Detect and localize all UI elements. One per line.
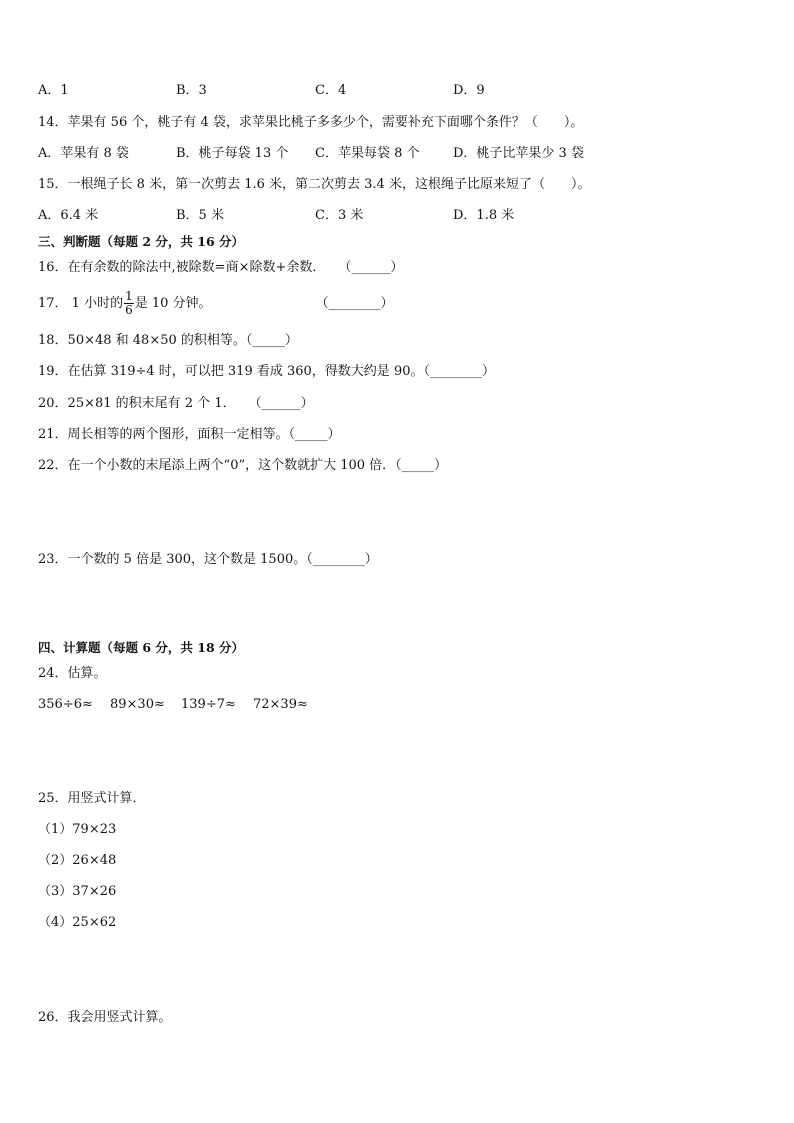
q13-option-d: D．9 xyxy=(453,83,485,98)
q17-suffix: 是 10 分钟。 （________） xyxy=(134,296,394,311)
q17 xyxy=(38,289,394,319)
q15-option-b: B．5 米 xyxy=(176,208,224,223)
q20: 20．25×81 的积末尾有 2 个 1． （______） xyxy=(38,396,314,411)
section-title-calculation: 四、计算题（每题 6 分，共 18 分） xyxy=(38,640,245,655)
q19: 19．在估算 319÷4 时，可以把 319 看成 360，得数大约是 90。（________） xyxy=(38,364,495,379)
q24-stem: 24．估算。 xyxy=(38,666,107,681)
q18: 18．50×48 和 48×50 的积相等。（_____） xyxy=(38,333,298,348)
q14-option-b: B．桃子每袋 13 个 xyxy=(176,146,289,161)
q24-item: 356÷6≈ xyxy=(38,697,93,712)
q23: 23．一个数的 5 倍是 300，这个数是 1500。（________） xyxy=(38,552,378,567)
q25-stem: 25．用竖式计算． xyxy=(38,791,146,806)
q25-item: （2）26×48 xyxy=(38,853,117,868)
q25-item: （1）79×23 xyxy=(38,822,117,837)
q25-item: （3）37×26 xyxy=(38,884,117,899)
q17-fraction-numerator: 1 xyxy=(125,289,133,303)
q16: 16．在有余数的除法中,被除数=商×除数+余数． （______） xyxy=(38,260,404,275)
q24-items xyxy=(38,696,308,714)
q14-option-c: C．苹果每袋 8 个 xyxy=(315,146,420,161)
q15-option-c: C．3 米 xyxy=(315,208,364,223)
q26: 26．我会用竖式计算。 xyxy=(38,1010,172,1025)
q22: 22．在一个小数的末尾添上两个“0”，这个数就扩大 100 倍．（_____） xyxy=(38,458,448,473)
q14-option-d: D．桃子比苹果少 3 袋 xyxy=(453,146,584,161)
q15-option-d: D．1.8 米 xyxy=(453,208,515,223)
q17-fraction-denominator: 6 xyxy=(125,303,133,317)
q13-option-c: C．4 xyxy=(315,83,347,98)
q15-stem: 15．一根绳子长 8 米，第一次剪去 1.6 米，第二次剪去 3.4 米，这根绳子比原来短了（ ）。 xyxy=(38,177,591,192)
q24-item: 72×39≈ xyxy=(253,697,308,712)
q17-fraction xyxy=(124,290,134,317)
q13-option-a: A．1 xyxy=(38,83,69,98)
section-title-judgement: 三、判断题（每题 2 分，共 16 分） xyxy=(38,234,245,249)
q24-item: 139÷7≈ xyxy=(181,697,236,712)
q13-option-b: B．3 xyxy=(176,83,207,98)
q21: 21．周长相等的两个图形，面积一定相等。（_____） xyxy=(38,427,341,442)
q15-option-a: A．6.4 米 xyxy=(38,208,99,223)
q24-item: 89×30≈ xyxy=(110,697,165,712)
q14-option-a: A．苹果有 8 袋 xyxy=(38,146,129,161)
q17-prefix: 17． 1 小时的 xyxy=(38,296,124,311)
q14-stem: 14．苹果有 56 个，桃子有 4 袋，求苹果比桃子多多少个，需要补充下面哪个条件？（ ）。 xyxy=(38,115,584,130)
q25-item: （4）25×62 xyxy=(38,915,117,930)
